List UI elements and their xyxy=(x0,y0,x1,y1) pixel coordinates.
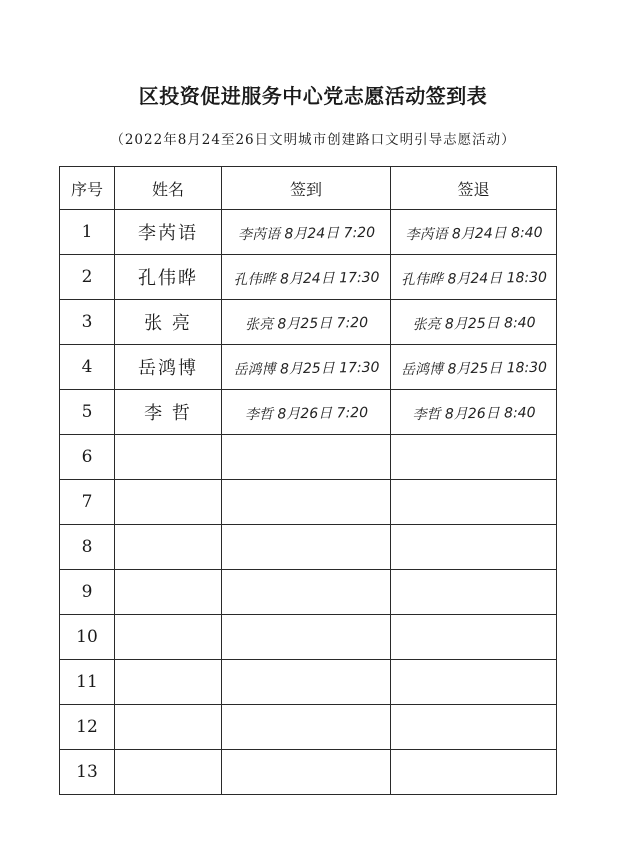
row-name: 张 亮 xyxy=(115,300,222,345)
table-row xyxy=(60,300,557,345)
row-seq: 10 xyxy=(60,615,115,660)
sign-in-table xyxy=(59,166,557,795)
row-sign-out-signature xyxy=(390,613,557,661)
row-name: 李芮语 xyxy=(115,210,222,255)
table-body xyxy=(60,210,557,795)
row-sign-out-signature xyxy=(390,523,557,571)
table-row xyxy=(60,615,557,660)
row-seq: 1 xyxy=(60,210,115,255)
row-sign-in-signature xyxy=(221,748,391,796)
row-name xyxy=(115,660,222,705)
row-sign-in-signature: 李芮语 8月24日 7:20 xyxy=(221,208,391,256)
row-name: 孔伟晔 xyxy=(115,255,222,300)
row-sign-in-signature xyxy=(221,613,391,661)
row-seq: 4 xyxy=(60,345,115,390)
row-seq: 8 xyxy=(60,525,115,570)
table-row xyxy=(60,750,557,795)
table-header-row xyxy=(60,167,557,210)
table-row xyxy=(60,705,557,750)
table-row xyxy=(60,525,557,570)
row-sign-out-signature xyxy=(390,478,557,526)
row-name xyxy=(115,435,222,480)
row-seq: 13 xyxy=(60,750,115,795)
page-subtitle: （2022年8月24至26日文明城市创建路口文明引导志愿活动） xyxy=(110,132,516,148)
row-sign-out-signature: 李哲 8月26日 8:40 xyxy=(390,388,557,436)
row-name xyxy=(115,705,222,750)
table-row xyxy=(60,210,557,255)
row-seq: 11 xyxy=(60,660,115,705)
row-sign-out-signature: 孔伟晔 8月24日 18:30 xyxy=(390,253,557,301)
row-sign-out-signature xyxy=(390,748,557,796)
row-name: 岳鸿博 xyxy=(115,345,222,390)
row-seq: 12 xyxy=(60,705,115,750)
row-sign-in-signature: 孔伟晔 8月24日 17:30 xyxy=(221,253,391,301)
table-row xyxy=(60,480,557,525)
row-seq: 5 xyxy=(60,390,115,435)
row-name xyxy=(115,525,222,570)
row-name xyxy=(115,570,222,615)
row-sign-in-signature: 张亮 8月25日 7:20 xyxy=(221,298,391,346)
row-name xyxy=(115,615,222,660)
table-row xyxy=(60,255,557,300)
header-name: 姓名 xyxy=(115,167,222,210)
page-title: 区投资促进服务中心党志愿活动签到表 xyxy=(138,84,488,108)
table-row xyxy=(60,390,557,435)
header-sign-in: 签到 xyxy=(222,167,391,210)
row-seq: 9 xyxy=(60,570,115,615)
row-sign-out-signature xyxy=(390,433,557,481)
row-sign-in-signature xyxy=(221,433,391,481)
row-sign-in-signature xyxy=(221,658,391,706)
row-sign-in-signature xyxy=(221,568,391,616)
row-sign-in-signature: 李哲 8月26日 7:20 xyxy=(221,388,391,436)
table-row xyxy=(60,660,557,705)
row-sign-in-signature: 岳鸿博 8月25日 17:30 xyxy=(221,343,391,391)
row-sign-out-signature xyxy=(390,703,557,751)
row-name: 李 哲 xyxy=(115,390,222,435)
row-sign-out-signature: 张亮 8月25日 8:40 xyxy=(390,298,557,346)
row-sign-in-signature xyxy=(221,523,391,571)
row-seq: 7 xyxy=(60,480,115,525)
row-name xyxy=(115,750,222,795)
row-sign-in-signature xyxy=(221,478,391,526)
row-seq: 3 xyxy=(60,300,115,345)
table-row xyxy=(60,570,557,615)
row-sign-out-signature xyxy=(390,658,557,706)
row-seq: 2 xyxy=(60,255,115,300)
header-sign-out: 签退 xyxy=(391,167,557,210)
table-row xyxy=(60,435,557,480)
row-seq: 6 xyxy=(60,435,115,480)
row-name xyxy=(115,480,222,525)
row-sign-out-signature: 李芮语 8月24日 8:40 xyxy=(390,208,557,256)
row-sign-out-signature: 岳鸿博 8月25日 18:30 xyxy=(390,343,557,391)
row-sign-in-signature xyxy=(221,703,391,751)
table-row xyxy=(60,345,557,390)
header-seq: 序号 xyxy=(60,167,115,210)
row-sign-out-signature xyxy=(390,568,557,616)
